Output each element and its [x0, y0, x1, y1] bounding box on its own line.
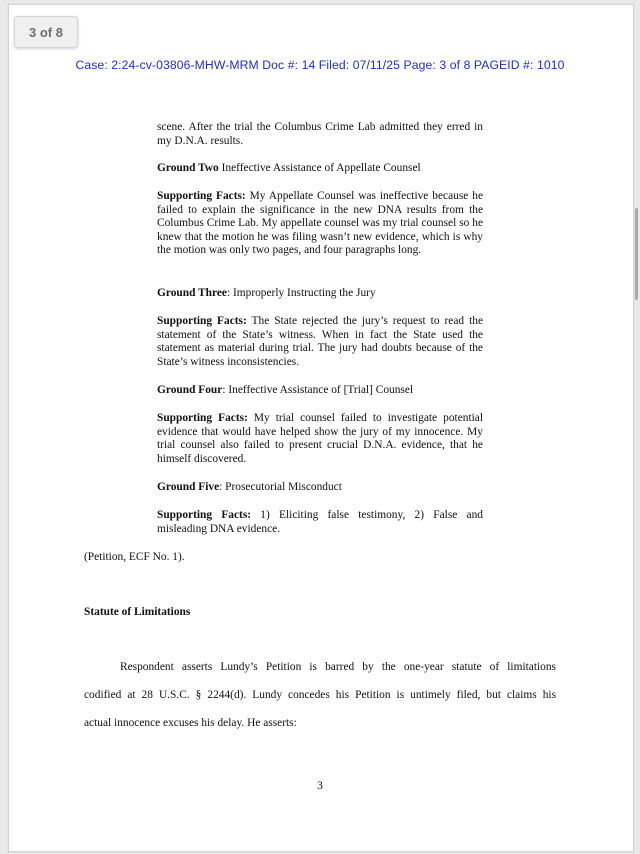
case-header: Case: 2:24-cv-03806-MHW-MRM Doc #: 14 Filed: 07/11/25 Page: 3 of 8 PAGEID #: 1010: [75, 58, 565, 72]
facts-text: My trial counsel failed to investigate potential evidence that would have helped show the jury of my innocence. My trial counsel also failed to present crucial D.N.A. evidence, that he himself discovered.: [157, 412, 483, 465]
facts-label: Supporting Facts:: [157, 412, 248, 424]
ground-three-heading: [157, 287, 483, 301]
facts-label: Supporting Facts:: [157, 190, 246, 202]
ground-label: Ground Five: [157, 481, 220, 493]
ground-label: Ground Four: [157, 384, 223, 396]
ground-label: Ground Two: [157, 162, 219, 174]
facts-label: Supporting Facts:: [157, 315, 247, 327]
ground-title: Prosecutorial Misconduct: [225, 481, 342, 493]
ground-two-heading: [157, 162, 483, 176]
ground-four-heading: [157, 384, 483, 398]
petition-citation: (Petition, ECF No. 1).: [84, 551, 185, 563]
scrollbar-thumb[interactable]: [635, 208, 638, 300]
paragraph-line: Respondent asserts Lundy’s Petition is barred by the one-year statute of limitations: [120, 661, 556, 673]
ground-title: Ineffective Assistance of Appellate Counsel: [221, 162, 421, 174]
facts-text: The State rejected the jury’s request to read the statement of the State’s witness. When in fact the State used the statement as material during trial. The jury had doubts because of the State’s witness inconsistencies.: [157, 315, 483, 368]
facts-text: My Appellate Counsel was ineffective because he failed to explain the significance in the new DNA results from the Columbus Crime Lab. My appellate counsel was my trial counsel so he knew that the motion he was filing wasn’t new evidence, which is why the motion was only two pages, and four paragraphs long.: [157, 190, 483, 257]
page-indicator: 3 of 8: [14, 16, 78, 48]
continuation-text: scene. After the trial the Columbus Crime Lab admitted they erred in my D.N.A. results.: [157, 121, 483, 147]
ground-four-facts: [157, 412, 483, 466]
ground-two-facts: [157, 190, 483, 258]
ground-label: Ground Three: [157, 287, 227, 299]
facts-text: 1) Eliciting false testimony, 2) False and misleading DNA evidence.: [157, 509, 484, 535]
paragraph-line: codified at 28 U.S.C. § 2244(d). Lundy concedes his Petition is untimely filed, but claims his: [84, 689, 556, 701]
paragraph-line: actual innocence excuses his delay. He asserts:: [84, 717, 297, 729]
ground-title: Ineffective Assistance of [Trial] Counsel: [228, 384, 414, 396]
ground-separator: :: [222, 384, 229, 396]
ground-title: Improperly Instructing the Jury: [232, 287, 376, 299]
ground-separator: :: [226, 287, 233, 299]
ground-separator: :: [219, 481, 226, 493]
ground-five-facts: [157, 509, 483, 536]
page-number: 3: [317, 780, 323, 792]
ground-five-heading: [157, 481, 483, 495]
facts-label: Supporting Facts:: [157, 509, 252, 521]
section-heading: Statute of Limitations: [84, 606, 191, 618]
ground-three-facts: [157, 315, 483, 369]
